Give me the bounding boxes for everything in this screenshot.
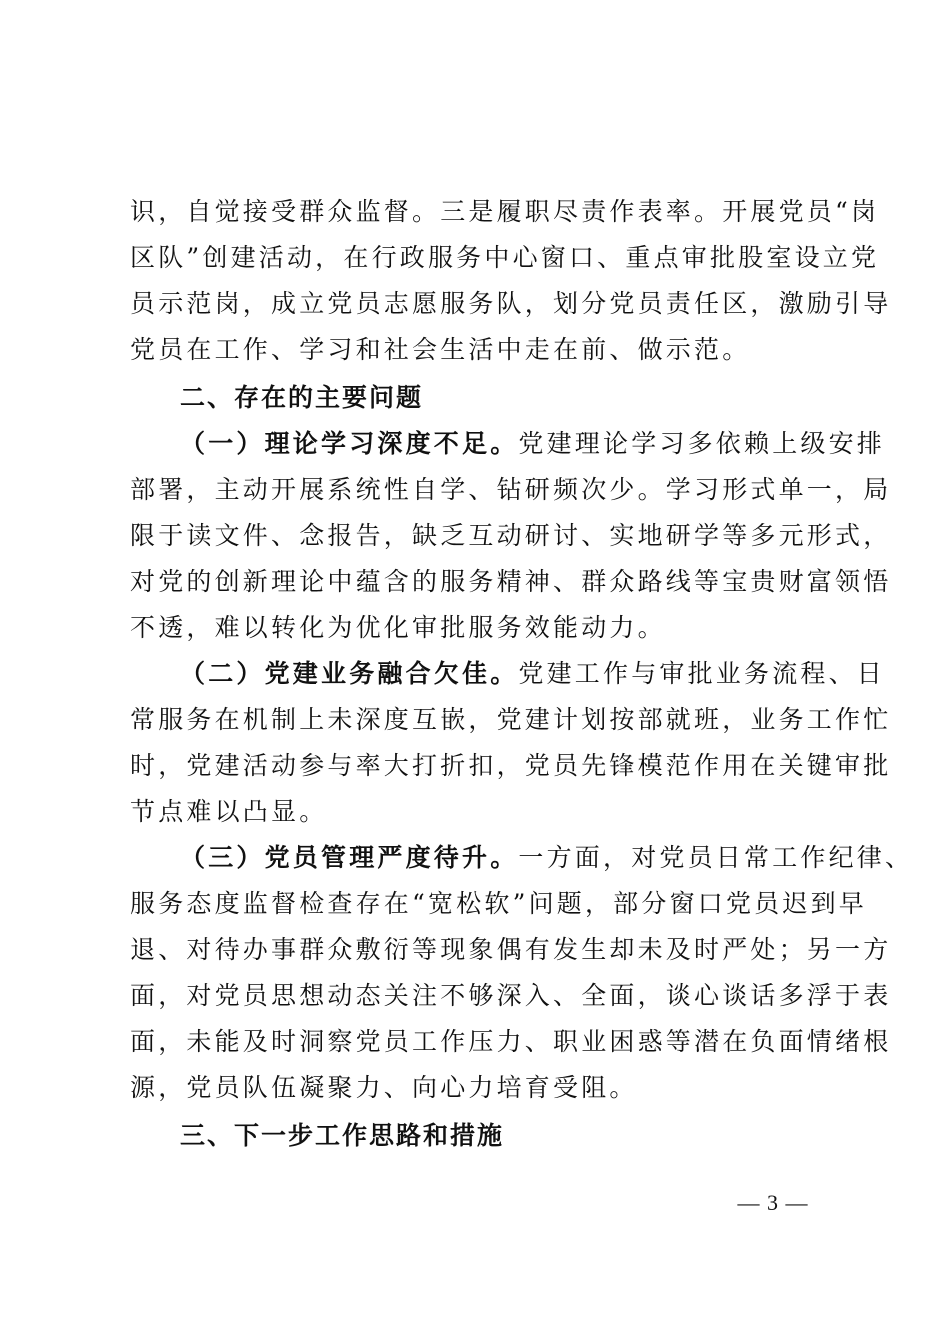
section-heading-next-steps: 三、下一步工作思路和措施 [180,1121,505,1150]
paragraph-3-first-line [180,835,914,881]
intro-line-1: 识，自觉接受群众监督。三是履职尽责作表率。开展党员“岗 [130,197,880,226]
paragraph-3-line: 面，未能及时洞察党员工作压力、职业困惑等潜在负面情绪根 [130,1027,892,1056]
paragraph-3-line: 服务态度监督检查存在“宽松软”问题，部分窗口党员迟到早 [130,889,867,918]
intro-line-4: 党员在工作、学习和社会生活中走在前、做示范。 [130,335,751,364]
intro-line-2: 区队”创建活动，在行政服务中心窗口、重点审批股室设立党 [130,243,880,272]
paragraph-3-line: 面，对党员思想动态关注不够深入、全面，谈心谈话多浮于表 [130,981,892,1010]
page-number: — 3 — [737,1190,809,1215]
paragraph-2-first-rest: 党建工作与审批业务流程、日 [518,659,886,688]
section-heading-problems: 二、存在的主要问题 [180,383,424,412]
paragraph-1-line: 限于读文件、念报告，缺乏互动研讨、实地研学等多元形式， [130,521,892,550]
paragraph-2-line: 节点难以凸显。 [130,797,328,826]
paragraph-3-line: 退、对待办事群众敷衍等现象偶有发生却未及时严处；另一方 [130,935,892,964]
paragraph-1-line: 不透，难以转化为优化审批服务效能动力。 [130,613,666,642]
paragraph-3-line: 源，党员队伍凝聚力、向心力培育受阻。 [130,1073,638,1102]
paragraph-1-line: 部署，主动开展系统性自学、钻研频次少。学习形式单一，局 [130,475,892,504]
paragraph-1-lead: （一）理论学习深度不足。 [180,429,519,458]
paragraph-2-first-line [180,651,886,697]
paragraph-2-line: 时，党建活动参与率大打折扣，党员先锋模范作用在关键审批 [130,751,892,780]
paragraph-3-first-rest: 一方面，对党员日常工作纪律、 [518,843,914,872]
paragraph-2-lead: （二）党建业务融合欠佳。 [180,659,519,688]
intro-line-3: 员示范岗，成立党员志愿服务队，划分党员责任区，激励引导 [130,289,892,318]
paragraph-1-first-line [180,421,886,467]
paragraph-1-first-rest: 党建理论学习多依赖上级安排 [518,429,886,458]
paragraph-1-line: 对党的创新理论中蕴含的服务精神、群众路线等宝贵财富领悟 [130,567,892,596]
paragraph-3-lead: （三）党员管理严度待升。 [180,843,519,872]
paragraph-2-line: 常服务在机制上未深度互嵌，党建计划按部就班，业务工作忙 [130,705,892,734]
